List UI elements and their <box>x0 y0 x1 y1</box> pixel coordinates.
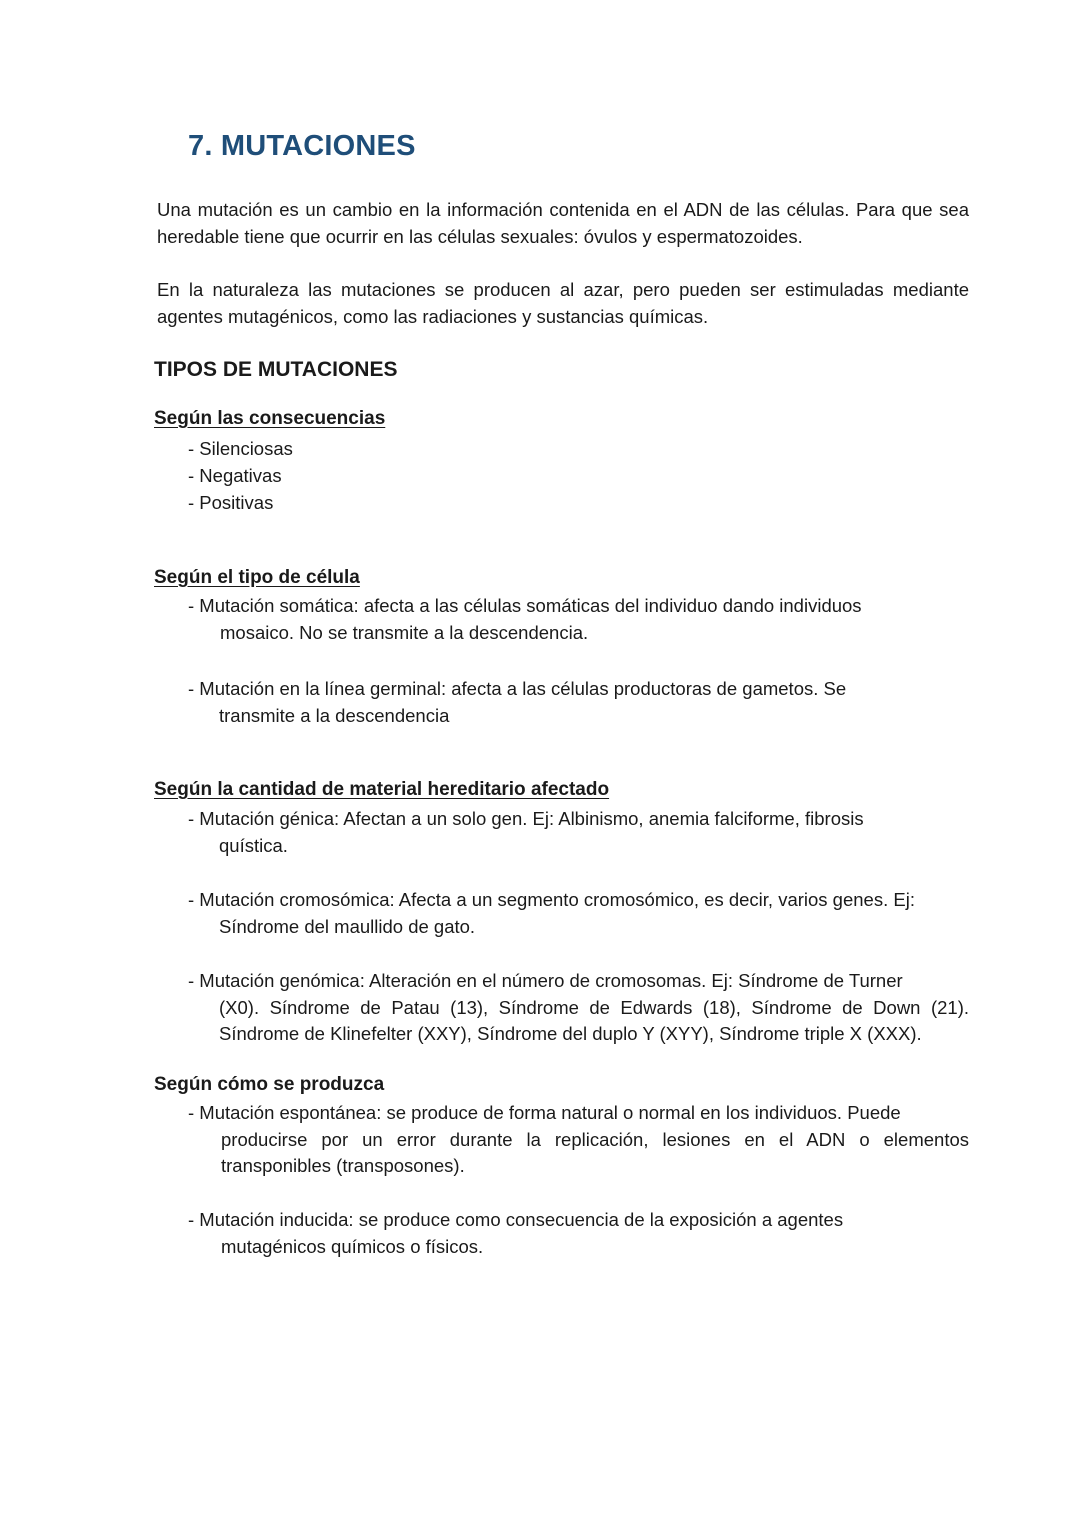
list-item: - Positivas <box>188 492 274 513</box>
intro-paragraph-2: En la naturaleza las mutaciones se producen al azar, pero pueden ser estimuladas mediante agentes mutagénicos, como las radiaciones y sustancias químicas. <box>157 279 969 327</box>
list-item-continuation: producirse por un error durante la replicación, lesiones en el ADN o elementos transponibles (transposones). <box>221 1128 969 1176</box>
list-item-continuation: Síndrome del maullido de gato. <box>219 915 476 937</box>
types-heading: TIPOS DE MUTACIONES <box>154 358 398 381</box>
section-heading-consecuencias: Según las consecuencias <box>154 408 386 429</box>
list-item-continuation: mosaico. No se transmite a la descendencia. <box>220 621 589 643</box>
list-item-continuation: transmite a la descendencia <box>219 704 450 726</box>
list-item-first-line: - Mutación espontánea: se produce de forma natural o normal en los individuos. Puede <box>188 1102 901 1123</box>
section-heading-celula: Según el tipo de célula <box>154 567 360 588</box>
list-item <box>188 676 969 729</box>
list-item-first-line: - Mutación somática: afecta a las células somáticas del individuo dando individuos <box>188 595 862 616</box>
list-item <box>188 968 969 1048</box>
list-item-first-line: - Mutación cromosómica: Afecta a un segmento cromosómico, es decir, varios genes. Ej: <box>188 889 915 910</box>
list-item-continuation: (X0). Síndrome de Patau (13), Síndrome de Edwards (18), Síndrome de Down (21). Síndrome de Klinefelter (XXY), Síndrome del duplo Y (XYY), Síndrome triple X (XXX). <box>219 996 969 1044</box>
list-item-first-line: - Mutación genómica: Alteración en el número de cromosomas. Ej: Síndrome de Turner <box>188 970 903 991</box>
list-item: - Silenciosas <box>188 438 293 459</box>
section-heading-cantidad: Según la cantidad de material hereditario afectado <box>154 779 610 800</box>
list-item <box>188 593 969 646</box>
list-item: - Negativas <box>188 465 282 486</box>
page-title: 7. MUTACIONES <box>188 130 416 162</box>
list-item-first-line: - Mutación en la línea germinal: afecta a las células productoras de gametos. Se <box>188 678 847 699</box>
list-item-continuation: quística. <box>219 834 288 856</box>
intro-paragraph-1: Una mutación es un cambio en la información contenida en el ADN de las células. Para que sea heredable tiene que ocurrir en las células sexuales: óvulos y espermatozoides. <box>157 199 969 247</box>
list-item-first-line: - Mutación inducida: se produce como consecuencia de la exposición a agentes <box>188 1209 844 1230</box>
list-item-continuation: mutagénicos químicos o físicos. <box>221 1235 484 1257</box>
list-item-first-line: - Mutación génica: Afectan a un solo gen. Ej: Albinismo, anemia falciforme, fibrosis <box>188 808 864 829</box>
list-item <box>188 887 969 940</box>
list-item <box>188 806 969 859</box>
list-item <box>188 1100 969 1180</box>
list-item <box>188 1207 969 1260</box>
section-heading-produzca: Según cómo se produzca <box>154 1074 385 1095</box>
